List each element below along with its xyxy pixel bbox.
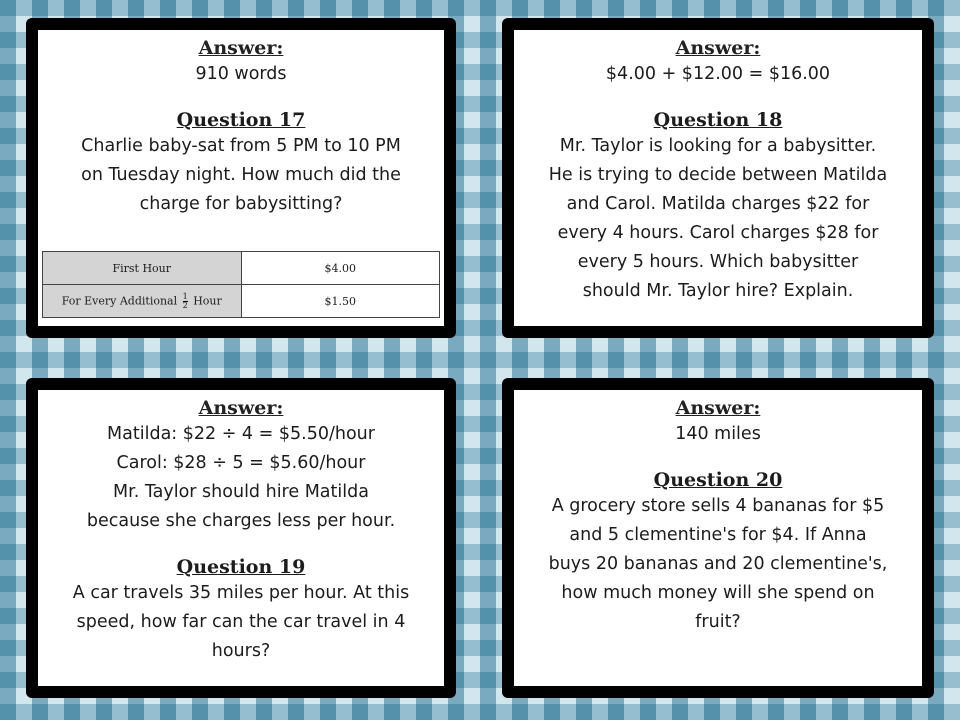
- card-body: [512, 28, 924, 328]
- table-row: [43, 285, 440, 318]
- answer-line: Carol: $28 ÷ 5 = $5.60/hour: [116, 453, 366, 473]
- question-line: hours?: [211, 641, 271, 661]
- question-line: charge for babysitting?: [139, 194, 343, 214]
- question-line: buys 20 bananas and 20 clementine's,: [548, 554, 888, 574]
- answer-heading: Answer:: [675, 397, 761, 419]
- question-line: should Mr. Taylor hire? Explain.: [582, 281, 854, 301]
- question-line: on Tuesday night. How much did the: [81, 165, 401, 185]
- answer-heading: Answer:: [198, 397, 284, 419]
- question-line: how much money will she spend on: [561, 583, 875, 603]
- task-card-question-17: [26, 18, 456, 338]
- question-heading: Question 19: [176, 556, 306, 578]
- answer-line: Mr. Taylor should hire Matilda: [113, 482, 369, 502]
- question-line: He is trying to decide between Matilda: [548, 165, 888, 185]
- question-heading: Question 20: [653, 469, 783, 491]
- question-heading: Question 18: [653, 109, 783, 131]
- task-card-question-18: [502, 18, 934, 338]
- task-card-question-20: [502, 378, 934, 698]
- rate-label-prefix: For Every Additional: [61, 294, 178, 307]
- rate-value: $4.00: [241, 252, 440, 285]
- question-line: Charlie baby-sat from 5 PM to 10 PM: [81, 136, 401, 156]
- question-line: every 5 hours. Which babysitter: [577, 252, 859, 272]
- question-line: speed, how far can the car travel in 4: [76, 612, 406, 632]
- answer-heading: Answer:: [675, 37, 761, 59]
- task-card-question-19: [26, 378, 456, 698]
- answer-line: $4.00 + $12.00 = $16.00: [605, 64, 831, 84]
- question-line: every 4 hours. Carol charges $28 for: [557, 223, 879, 243]
- rate-label: First Hour: [43, 252, 242, 285]
- question-line: and 5 clementine's for $4. If Anna: [569, 525, 867, 545]
- question-line: fruit?: [695, 612, 741, 632]
- answer-heading: Answer:: [198, 37, 284, 59]
- answer-line: 140 miles: [675, 424, 761, 444]
- fraction-denominator: 2: [182, 300, 188, 310]
- card-body: [36, 388, 446, 688]
- answer-line: 910 words: [195, 64, 287, 84]
- question-line: A car travels 35 miles per hour. At this: [72, 583, 410, 603]
- card-body: [36, 28, 446, 328]
- table-row: [43, 252, 440, 285]
- question-heading: Question 17: [176, 109, 306, 131]
- rate-value: $1.50: [241, 285, 440, 318]
- answer-line: Matilda: $22 ÷ 4 = $5.50/hour: [107, 424, 375, 444]
- one-half-fraction: [183, 293, 188, 310]
- rate-label-suffix: Hour: [193, 294, 222, 307]
- fraction-numerator: 1: [182, 291, 188, 301]
- question-line: and Carol. Matilda charges $22 for: [566, 194, 870, 214]
- question-line: A grocery store sells 4 bananas for $5: [551, 496, 885, 516]
- answer-line: because she charges less per hour.: [86, 511, 396, 531]
- question-line: Mr. Taylor is looking for a babysitter.: [559, 136, 877, 156]
- card-body: [512, 388, 924, 688]
- babysitting-rates-table: [42, 251, 440, 318]
- rate-label: [43, 285, 242, 318]
